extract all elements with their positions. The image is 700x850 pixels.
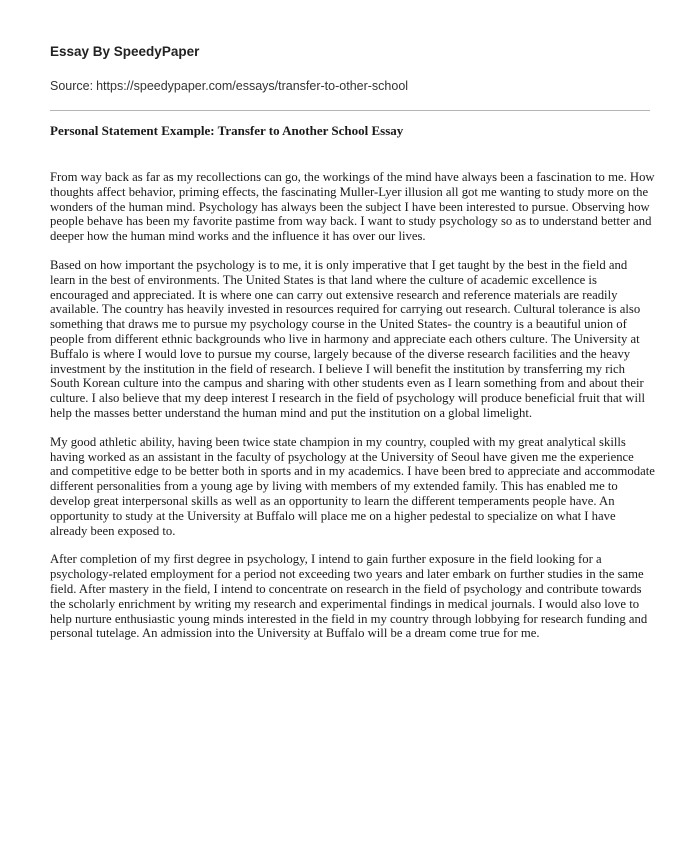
essay-title: Personal Statement Example: Transfer to Another School Essay — [50, 123, 404, 138]
brand-heading: Essay By SpeedyPaper — [50, 44, 200, 59]
source-label: Source: — [50, 79, 94, 93]
essay-body — [50, 170, 655, 655]
essay-paragraph: From way back as far as my recollections can go, the workings of the mind have always been a fascination to me. How thoughts affect behavior, priming effects, the fascinating Muller-Lyer illusion all got me wanting to study more on the wonders of the human mind. Psychology has always been the subject I have been interested to pursue. Observing how people behave has been my favorite pastime from way back. I want to study psychology so as to understand better and deeper how the human mind works and the influence it has over our lives. — [50, 170, 655, 244]
source-url: https://speedypaper.com/essays/transfer-to-other-school — [96, 79, 409, 93]
header-divider — [50, 110, 650, 111]
essay-paragraph: Based on how important the psychology is to me, it is only imperative that I get taught by the best in the field and learn in the best of environments. The United States is that land where the culture of academic excellence is encouraged and appreciated. It is where one can carry out extensive research and reference materials are readily available. The country has heavily invested in resources required for carrying out research. Cultural tolerance is also something that draws me to pursue my psychology course in the United States- the country is a beautiful union of people from different ethnic backgrounds who live in harmony and appreciate each others culture. The University at Buffalo is where I would love to pursue my course, largely because of the diverse research facilities and the heavy investment by the institution in the field of research. I believe I will benefit the institution by transferring my rich South Korean culture into the campus and sharing with other students even as I learn something from and about their culture. I also believe that my deep interest I research in the field of psychology will produce beneficial fruit that will help the masses better understand the human mind and put the institution on a global limelight. — [50, 257, 646, 420]
essay-paragraph: After completion of my first degree in psychology, I intend to gain further exposure in the field looking for a psychology-related employment for a period not exceeding two years and later embark on further studies in the same field. After mastery in the field, I intend to concentrate on research in the field of psychology and contribute towards the scholarly enrichment by writing my research and experimental findings in medical journals. I would also love to help nurture enthusiastic young minds interested in the field in my country through lobbying for research funding and personal tutelage. An admission into the University at Buffalo will be a dream come true for me. — [50, 552, 648, 641]
essay-paragraph: My good athletic ability, having been twice state champion in my country, coupled with my great analytical skills having worked as an assistant in the faculty of psychology at the University of Seoul have given me the experience and competitive edge to be better both in sports and in my academics. I have been bred to appreciate and accommodate different personalities from a young age by living with members of my extended family. This has enabled me to develop great interpersonal skills as well as an opportunity to learn the different temperaments people have. An opportunity to study at the University at Buffalo will place me on a higher pedestal to specialize on what I have already been exposed to. — [50, 434, 655, 538]
source-line — [50, 79, 408, 93]
